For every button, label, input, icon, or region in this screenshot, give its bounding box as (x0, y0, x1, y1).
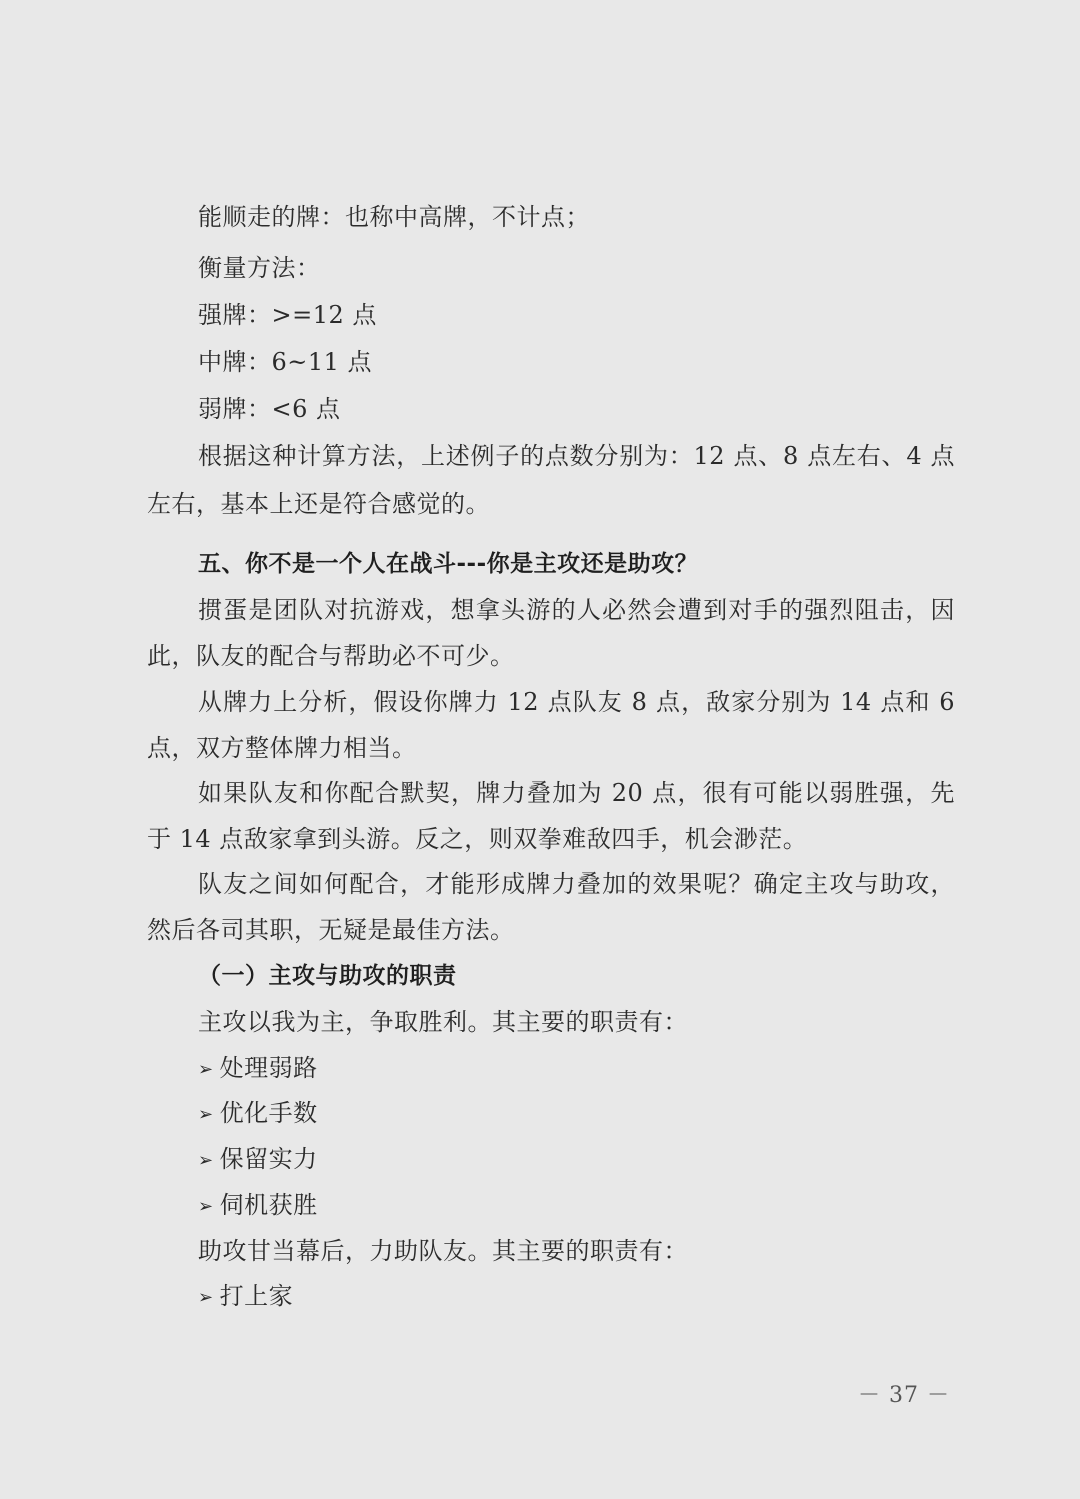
list-line: 弱牌：<6 点 (198, 395, 341, 423)
bullet-text: 打上家 (219, 1282, 294, 1310)
subsection-heading: （一）主攻与助攻的职责 (198, 963, 457, 989)
list-line: 中牌：6~11 点 (198, 348, 373, 376)
paragraph-line: 然后各司其职，无疑是最佳方法。 (147, 916, 515, 944)
bullet-text: 保留实力 (219, 1145, 318, 1173)
paragraph-line: 主攻以我为主，争取胜利。其主要的职责有： (198, 1008, 688, 1036)
arrow-bullet-icon: ➢ (198, 1196, 214, 1217)
section-heading: 五、你不是一个人在战斗---你是主攻还是助攻？ (198, 551, 699, 577)
page-number: － 37 － (858, 1383, 950, 1408)
bullet-item (198, 1053, 318, 1085)
paragraph-line: 于 14 点敌家拿到头游。反之，则双拳难敌四手，机会渺茫。 (147, 825, 808, 853)
bullet-item (198, 1281, 293, 1313)
paragraph-line: 点，双方整体牌力相当。 (147, 734, 417, 762)
paragraph-line: 能顺走的牌：也称中高牌，不计点； (198, 203, 590, 231)
paragraph-line: 根据这种计算方法，上述例子的点数分别为：12 点、8 点左右、4 点 (198, 442, 955, 470)
bullet-item (198, 1144, 318, 1176)
arrow-bullet-icon: ➢ (198, 1059, 214, 1080)
bullet-text: 伺机获胜 (219, 1191, 318, 1219)
paragraph-line: 此，队友的配合与帮助必不可少。 (147, 642, 515, 670)
bullet-text: 处理弱路 (219, 1054, 318, 1082)
paragraph-line: 从牌力上分析，假设你牌力 12 点队友 8 点，敌家分别为 14 点和 6 (198, 688, 955, 716)
arrow-bullet-icon: ➢ (198, 1287, 214, 1308)
bullet-text: 优化手数 (219, 1099, 318, 1127)
paragraph-line: 如果队友和你配合默契，牌力叠加为 20 点，很有可能以弱胜强，先 (198, 779, 955, 807)
bullet-item (198, 1190, 318, 1222)
bullet-item (198, 1098, 318, 1130)
paragraph-line: 队友之间如何配合，才能形成牌力叠加的效果呢？确定主攻与助攻， (198, 870, 955, 898)
paragraph-line: 助攻甘当幕后，力助队友。其主要的职责有： (198, 1237, 688, 1265)
arrow-bullet-icon: ➢ (198, 1150, 214, 1171)
arrow-bullet-icon: ➢ (198, 1104, 214, 1125)
paragraph-line: 衡量方法： (198, 254, 321, 282)
paragraph-line: 掼蛋是团队对抗游戏，想拿头游的人必然会遭到对手的强烈阻击，因 (198, 596, 955, 624)
list-line: 强牌：>=12 点 (198, 301, 377, 329)
paragraph-line: 左右，基本上还是符合感觉的。 (147, 490, 490, 518)
